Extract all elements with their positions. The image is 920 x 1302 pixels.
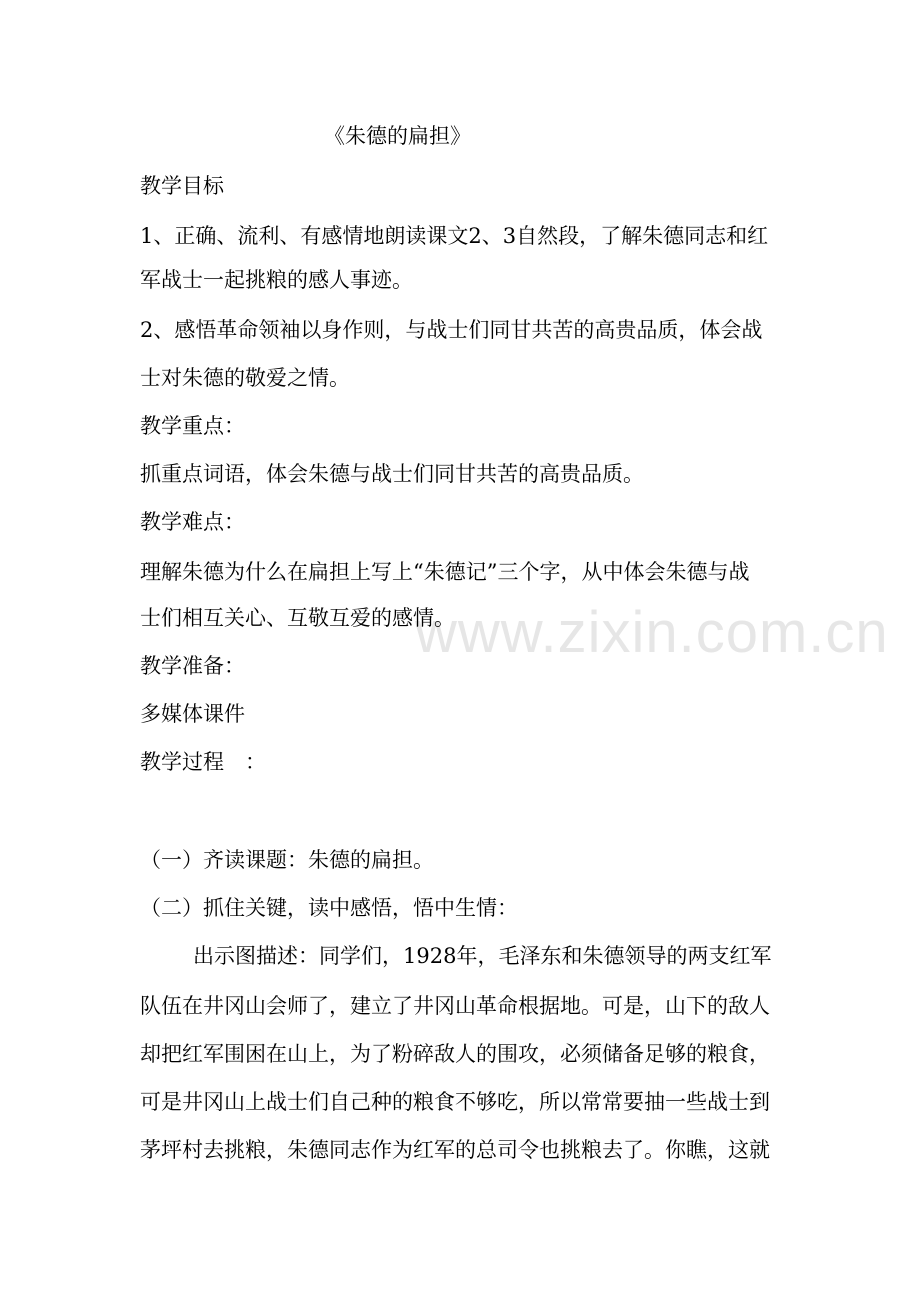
paragraph-line-3: 却把红军围困在山上，为了粉碎敌人的围攻，必须储备足够的粮食，	[140, 1042, 770, 1066]
paragraph-line-4: 可是井冈山上战士们自己种的粮食不够吃，所以常常要抽一些战士到	[140, 1090, 770, 1114]
heading-difficulties: 教学难点：	[140, 510, 245, 534]
objective-1-line-2: 军战士一起挑粮的感人事迹。	[140, 268, 413, 292]
step-1: （一）齐读课题：朱德的扁担。	[140, 848, 434, 872]
paragraph-line-1: 出示图描述：同学们，1928年，毛泽东和朱德领导的两支红军	[193, 944, 772, 968]
preparation-text: 多媒体课件	[140, 702, 245, 726]
heading-preparation: 教学准备：	[140, 654, 245, 678]
heading-process: 教学过程 ：	[140, 750, 266, 774]
objective-1-line-1: 1、正确、流利、有感情地朗读课文2、3自然段，了解朱德同志和红	[140, 224, 769, 248]
document-title: 《朱德的扁担》	[324, 124, 471, 148]
paragraph-line-5: 茅坪村去挑粮，朱德同志作为红军的总司令也挑粮去了。你瞧，这就	[140, 1138, 770, 1162]
heading-objectives: 教学目标	[140, 174, 224, 198]
heading-key-points: 教学重点：	[140, 414, 245, 438]
step-2: （二）抓住关键，读中感悟，悟中生情：	[140, 896, 518, 920]
difficulties-line-1: 理解朱德为什么在扁担上写上“朱德记”三个字，从中体会朱德与战	[140, 560, 750, 584]
paragraph-line-2: 队伍在井冈山会师了，建立了井冈山革命根据地。可是，山下的敌人	[140, 994, 770, 1018]
watermark: www.zixin.com.cn	[415, 600, 889, 665]
objective-2-line-1: 2、感悟革命领袖以身作则，与战士们同甘共苦的高贵品质，体会战	[140, 318, 763, 342]
difficulties-line-2: 士们相互关心、互敬互爱的感情。	[140, 606, 455, 630]
objective-2-line-2: 士对朱德的敬爱之情。	[140, 366, 350, 390]
key-points-text: 抓重点词语，体会朱德与战士们同甘共苦的高贵品质。	[140, 462, 644, 486]
